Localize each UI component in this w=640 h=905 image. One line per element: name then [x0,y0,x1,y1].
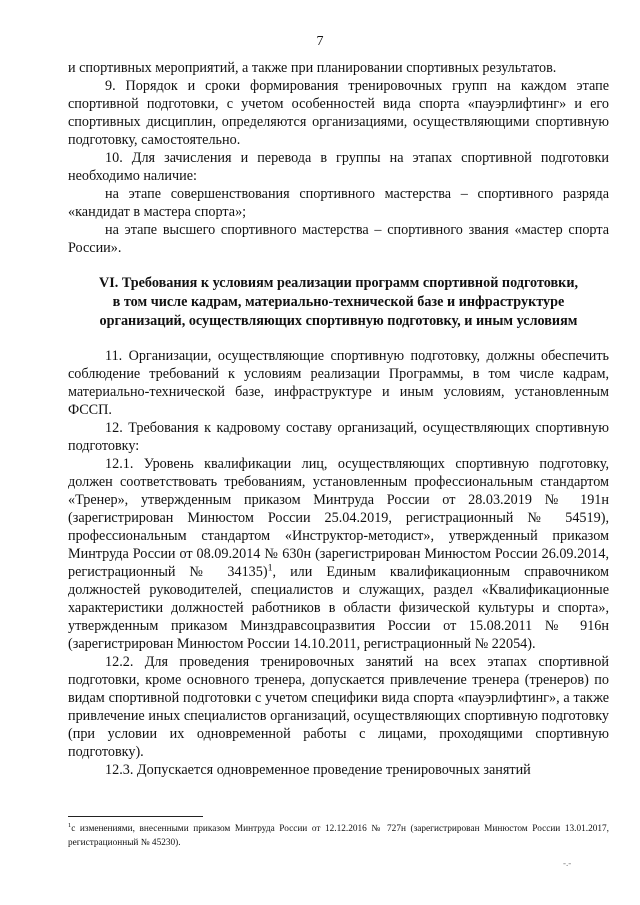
section-heading-line-1: VI. Требования к условиям реализации программ спортивной подготовки, [98,275,579,291]
paragraph-10-item-2: на этапе высшего спортивного мастерства – спортивного звания «мастер спорта России». [68,222,609,256]
paragraph-12-3: 12.3. Допускается одновременное проведение тренировочных занятий [105,762,531,778]
paragraph-12-1-text-a: 12.1. Уровень квалификации лиц, осуществляющих спортивную подготовку, должен соответствовать требованиям, установленным профессиональным стандартом «Тренер», утвержденным приказом Минтруда России от 28.03.2019 № 191н (зарегистрирован Минюстом России 25.04.2019, регистрационный № 54519), профессиональным стандартом «Инструктор-методист», утвержденный приказом Минтруда России от 08.09.2014 № 630н (зарегистрирован Минюстом России 26.09.2014, регистрационный № 34135) [68,456,609,580]
paragraph-12-2: 12.2. Для проведения тренировочных занятий на всех этапах спортивной подготовки, кроме основного тренера, допускается привлечение тренера (тренеров) по видам спортивной подготовки с учетом специфики вида спорта «пауэрлифтинг», а также привлечение иных специалистов организаций, осуществляющих спортивную подготовку (при условии их одновременной работы с лицами, проходящими спортивную подготовку). [68,654,609,760]
footnote-divider [68,816,203,817]
footnote [68,822,609,850]
footnote-text: с изменениями, внесенными приказом Минтруда России от 12.12.2016 № 727н (зарегистрирован Минюстом России 13.01.2017, регистрационный № 45230). [68,824,609,848]
footnote-reference: 1 [267,562,273,574]
section-heading-line-2: в том числе кадрам, материально-технической базе и инфраструктуре [112,294,565,310]
paragraph-9: 9. Порядок и сроки формирования тренировочных групп на каждом этапе спортивной подготовки, с учетом особенностей вида спорта «пауэрлифтинг» и его спортивных дисциплин, определяются организациями, осуществляющими спортивную подготовку, самостоятельно. [68,78,609,148]
section-heading [68,274,609,331]
footnote-number: 1 [68,821,72,829]
paragraph-continuation: и спортивных мероприятий, а также при планировании спортивных результатов. [68,60,557,76]
paragraph-12-1-text-b: , или Единым квалификационным справочником должностей руководителей, специалистов и служащих, раздел «Квалификационные характеристики должностей работников в области физической культуры и спорта», утвержденным приказом Минздравсоцразвития России от 15.08.2011 № 916н (зарегистрирован Минюстом России 14.10.2011, регистрационный № 22054). [68,564,609,652]
paragraph-11: 11. Организации, осуществляющие спортивную подготовку, должны обеспечить соблюдение требований к условиям реализации Программы, в том числе кадрам, материально-технической базе, инфраструктуре и иным условиям, установленным ФССП. [68,348,609,418]
section-heading-line-3: организаций, осуществляющих спортивную подготовку, и иным условиям [99,313,578,329]
page-number: 7 [316,34,324,49]
document-body [68,59,609,779]
paragraph-12: 12. Требования к кадровому составу организаций, осуществляющих спортивную подготовку: [68,420,609,454]
paragraph-10-item-1: на этапе совершенствования спортивного мастерства – спортивного разряда «кандидат в мастера спорта»; [68,186,609,220]
bottom-mark: -.- [563,858,572,868]
paragraph-12-1 [68,455,609,653]
paragraph-10: 10. Для зачисления и перевода в группы на этапах спортивной подготовки необходимо наличие: [68,150,609,184]
